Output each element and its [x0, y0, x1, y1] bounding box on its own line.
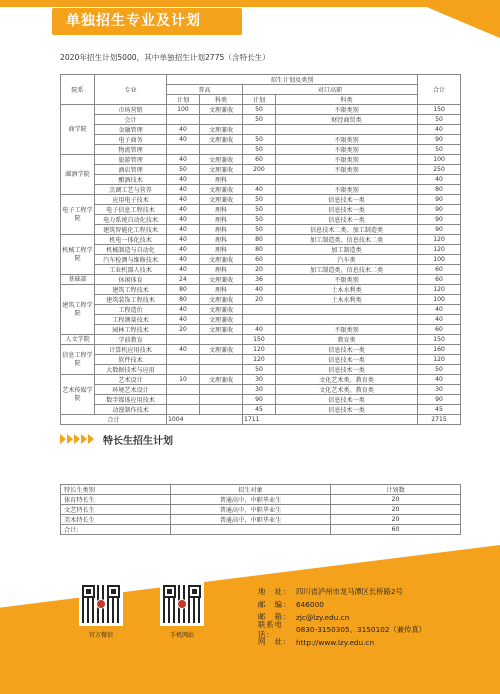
- special-cell-count: 60: [331, 525, 461, 535]
- cell-general-subject: 文理兼收: [200, 255, 243, 265]
- cell-major: 建筑装饰工程技术: [95, 295, 167, 305]
- cell-total: 90: [418, 205, 461, 215]
- contact-label: 联系电话：: [258, 619, 283, 639]
- contact-info: [258, 586, 426, 649]
- cell-general-plan: 40: [167, 315, 200, 325]
- table-row: [61, 295, 461, 305]
- table-row: [61, 235, 461, 245]
- cell-vocational-plan: 40: [243, 325, 276, 335]
- cell-general-plan: 24: [167, 275, 200, 285]
- special-table-body: [61, 495, 461, 535]
- header-vocational: 对口高职: [243, 85, 418, 95]
- qr-mobile-site[interactable]: [155, 582, 209, 639]
- special-cell-target: [171, 525, 331, 535]
- cell-vocational-plan: 20: [243, 295, 276, 305]
- contact-label: 邮 箱：: [258, 612, 292, 622]
- cell-major: 学前教育: [95, 335, 167, 345]
- cell-vocational-plan: [243, 175, 276, 185]
- cell-vocational-plan: 50: [243, 145, 276, 155]
- cell-general-plan: 40: [167, 205, 200, 215]
- cell-general-plan: [167, 395, 200, 405]
- cell-general-plan: 20: [167, 325, 200, 335]
- cell-general-subject: 理科: [200, 175, 243, 185]
- cell-college: 建筑工程学院: [61, 285, 95, 335]
- cell-general-subject: 理科: [200, 205, 243, 215]
- header-college: 院系: [61, 75, 95, 105]
- special-cell-category: 体育特长生: [61, 495, 171, 505]
- header-major: 专业: [95, 75, 167, 105]
- contact-email[interactable]: zjc@lzy.edu.cn: [296, 612, 350, 622]
- special-cell-category: 美术特长生: [61, 515, 171, 525]
- cell-total: 90: [418, 135, 461, 145]
- cell-vocational-plan: 90: [243, 395, 276, 405]
- table-row: [61, 145, 461, 155]
- table-row: [61, 175, 461, 185]
- cell-vocational-subject: [276, 175, 418, 185]
- cell-vocational-plan: 50: [243, 205, 276, 215]
- cell-general-plan: 80: [167, 295, 200, 305]
- cell-major: 机械制造与自动化: [95, 245, 167, 255]
- cell-major: 数字媒体应用技术: [95, 395, 167, 405]
- cell-general-plan: 40: [167, 255, 200, 265]
- table-row: [61, 365, 461, 375]
- header-total: 合计: [418, 75, 461, 105]
- cell-total: 100: [418, 155, 461, 165]
- cell-major: 工业机器人技术: [95, 265, 167, 275]
- table-row: [61, 195, 461, 205]
- cell-vocational-subject: 加工制造类: [276, 245, 418, 255]
- cell-vocational-subject: 信息技术一类: [276, 345, 418, 355]
- contact-label: 网 址：: [258, 637, 292, 647]
- cell-total: 120: [418, 285, 461, 295]
- cell-major: 软件技术: [95, 355, 167, 365]
- cell-vocational-plan: 30: [243, 385, 276, 395]
- cell-general-subject: 理科: [200, 265, 243, 275]
- cell-vocational-subject: 信息技术一类: [276, 395, 418, 405]
- table-row: [61, 265, 461, 275]
- cell-major: 电子商务: [95, 135, 167, 145]
- table-row: [61, 395, 461, 405]
- cell-major: 机电一体化技术: [95, 235, 167, 245]
- cell-vocational-subject: 加工制造类、信息技术二类: [276, 265, 418, 275]
- cell-vocational-subject: 汽车类: [276, 255, 418, 265]
- cell-general-plan: [167, 335, 200, 345]
- cell-vocational-subject: 不限类别: [276, 165, 418, 175]
- cell-major: 酿酒技术: [95, 175, 167, 185]
- special-cell-target: 普通高中、中职毕业生: [171, 505, 331, 515]
- table-row: [61, 315, 461, 325]
- cell-college: 人文学院: [61, 335, 95, 345]
- cell-total: 250: [418, 165, 461, 175]
- cell-vocational-plan: 120: [243, 355, 276, 365]
- total-vocational: 1711: [243, 415, 418, 425]
- cell-general-subject: [200, 395, 243, 405]
- cell-general-plan: [167, 355, 200, 365]
- cell-total: 90: [418, 395, 461, 405]
- cell-general-subject: 文理兼收: [200, 275, 243, 285]
- table-row: [61, 305, 461, 315]
- cell-general-subject: 文理兼收: [200, 295, 243, 305]
- cell-vocational-plan: 50: [243, 105, 276, 115]
- table-row: [61, 105, 461, 115]
- cell-general-subject: 理科: [200, 225, 243, 235]
- cell-vocational-plan: 50: [243, 225, 276, 235]
- cell-general-subject: 文理兼收: [200, 195, 243, 205]
- cell-college: 邮酒学院: [61, 155, 95, 195]
- table-row: [61, 125, 461, 135]
- cell-total: 40: [418, 125, 461, 135]
- cell-general-plan: 40: [167, 345, 200, 355]
- special-header-target: 招生对象: [171, 485, 331, 495]
- cell-total: 60: [418, 265, 461, 275]
- cell-vocational-subject: 财经商贸类: [276, 115, 418, 125]
- table-row: [61, 185, 461, 195]
- cell-total: 40: [418, 315, 461, 325]
- special-cell-count: 20: [331, 515, 461, 525]
- cell-general-subject: 理科: [200, 215, 243, 225]
- cell-major: 大数据技术与应用: [95, 365, 167, 375]
- cell-major: 汽车检测与维修技术: [95, 255, 167, 265]
- table-row: [61, 135, 461, 145]
- table-row: [61, 375, 461, 385]
- cell-general-plan: 40: [167, 125, 200, 135]
- cell-general-plan: 40: [167, 235, 200, 245]
- cell-college: 基础部: [61, 275, 95, 285]
- cell-total: 50: [418, 145, 461, 155]
- qr-code-icon: [163, 585, 201, 623]
- cell-major: 动漫制作技术: [95, 405, 167, 415]
- cell-total: 40: [418, 375, 461, 385]
- cell-vocational-subject: 不限类别: [276, 275, 418, 285]
- cell-major: 电子信息工程技术: [95, 205, 167, 215]
- cell-major: 建筑工程技术: [95, 285, 167, 295]
- header-plan: 计划: [167, 95, 200, 105]
- cell-vocational-subject: 不限类别: [276, 105, 418, 115]
- cell-vocational-plan: 45: [243, 405, 276, 415]
- cell-vocational-plan: 200: [243, 165, 276, 175]
- cell-general-plan: 40: [167, 185, 200, 195]
- cell-general-subject: 文理兼收: [200, 325, 243, 335]
- cell-vocational-subject: [276, 305, 418, 315]
- table-row: [61, 245, 461, 255]
- cell-college: 电子工程学院: [61, 195, 95, 235]
- cell-major: 园林工程技术: [95, 325, 167, 335]
- cell-general-subject: [200, 335, 243, 345]
- cell-vocational-subject: 文化艺术类、教育类: [276, 385, 418, 395]
- cell-major: 酒店管理: [95, 165, 167, 175]
- table-row: [61, 205, 461, 215]
- cell-major: 金融管理: [95, 125, 167, 135]
- cell-vocational-subject: 信息技术一类: [276, 405, 418, 415]
- total-sum: 2715: [418, 415, 461, 425]
- cell-major: 工程造价: [95, 305, 167, 315]
- cell-vocational-subject: 土木水利类: [276, 285, 418, 295]
- cell-vocational-plan: 50: [243, 365, 276, 375]
- table-row: [61, 525, 461, 535]
- contact-label: 地 址：: [258, 587, 292, 597]
- cell-general-subject: 文理兼收: [200, 315, 243, 325]
- cell-general-plan: [167, 115, 200, 125]
- cell-college: 机械工程学院: [61, 235, 95, 275]
- table-row-total: [61, 415, 461, 425]
- special-cell-category: 合计:: [61, 525, 171, 535]
- special-cell-target: 普通高中、中职毕业生: [171, 515, 331, 525]
- chevron-right-icon: [60, 434, 95, 444]
- header-subject: 科类: [276, 95, 418, 105]
- header-plan: 计划: [243, 95, 276, 105]
- cell-total: 40: [418, 305, 461, 315]
- cell-general-subject: 文理兼收: [200, 155, 243, 165]
- special-plan-table: [60, 484, 461, 535]
- cell-general-plan: 40: [167, 155, 200, 165]
- cell-total: 150: [418, 105, 461, 115]
- cell-major: 旅游管理: [95, 155, 167, 165]
- cell-total: 160: [418, 345, 461, 355]
- table-row: [61, 155, 461, 165]
- table-row: [61, 255, 461, 265]
- qr-wechat-label: 官方微信: [88, 632, 113, 639]
- cell-college: 商学院: [61, 105, 95, 155]
- cell-vocational-subject: 信息技术一类: [276, 195, 418, 205]
- cell-general-plan: 40: [167, 305, 200, 315]
- cell-general-plan: 80: [167, 285, 200, 295]
- qr-wechat[interactable]: [74, 582, 128, 639]
- cell-vocational-subject: 信息技术一类: [276, 355, 418, 365]
- intro-text: 2020年招生计划5000，其中单独招生计划2775（含特长生）: [60, 53, 270, 62]
- special-cell-count: 20: [331, 495, 461, 505]
- cell-general-plan: 40: [167, 195, 200, 205]
- cell-total: 30: [418, 385, 461, 395]
- cell-total: 120: [418, 355, 461, 365]
- cell-vocational-subject: 不限类别: [276, 325, 418, 335]
- cell-general-plan: 50: [167, 165, 200, 175]
- table-row: [61, 515, 461, 525]
- special-header-count: 计划数: [331, 485, 461, 495]
- cell-major: 市场营销: [95, 105, 167, 115]
- cell-general-subject: [200, 355, 243, 365]
- cell-general-subject: 文理兼收: [200, 135, 243, 145]
- cell-total: 40: [418, 175, 461, 185]
- cell-total: 80: [418, 185, 461, 195]
- contact-postcode: 646000: [296, 600, 324, 610]
- cell-general-plan: [167, 385, 200, 395]
- cell-total: 50: [418, 115, 461, 125]
- contact-website[interactable]: http://www.lzy.edu.cn: [296, 637, 375, 647]
- total-general: 1004: [167, 415, 243, 425]
- cell-major: 烹调工艺与营养: [95, 185, 167, 195]
- cell-general-subject: 文理兼收: [200, 165, 243, 175]
- cell-vocational-plan: 50: [243, 135, 276, 145]
- cell-general-plan: [167, 365, 200, 375]
- table-row: [61, 505, 461, 515]
- cell-general-plan: 40: [167, 135, 200, 145]
- cell-general-subject: 文理兼收: [200, 185, 243, 195]
- cell-general-subject: 文理兼收: [200, 125, 243, 135]
- cell-vocational-plan: 50: [243, 195, 276, 205]
- table-row: [61, 325, 461, 335]
- cell-vocational-subject: 信息技术二类、加工制造类: [276, 225, 418, 235]
- enrollment-plan-table: [60, 74, 461, 425]
- cell-vocational-plan: 120: [243, 345, 276, 355]
- cell-vocational-plan: 150: [243, 335, 276, 345]
- cell-general-plan: 40: [167, 225, 200, 235]
- cell-vocational-subject: 不限类别: [276, 185, 418, 195]
- cell-vocational-plan: 36: [243, 275, 276, 285]
- cell-total: 60: [418, 275, 461, 285]
- cell-college: 信息工程学院: [61, 345, 95, 375]
- cell-general-plan: 40: [167, 245, 200, 255]
- cell-general-subject: 文理兼收: [200, 305, 243, 315]
- cell-vocational-plan: 80: [243, 245, 276, 255]
- cell-general-plan: 40: [167, 265, 200, 275]
- cell-major: 计算机应用技术: [95, 345, 167, 355]
- cell-vocational-subject: 文化艺术类、教育类: [276, 375, 418, 385]
- cell-vocational-plan: [243, 125, 276, 135]
- table-row: [61, 165, 461, 175]
- table-row: [61, 335, 461, 345]
- cell-general-subject: 理科: [200, 245, 243, 255]
- cell-vocational-subject: 信息技术一类: [276, 365, 418, 375]
- special-section-header: [60, 430, 173, 448]
- cell-general-subject: 文理兼收: [200, 375, 243, 385]
- cell-total: 120: [418, 245, 461, 255]
- cell-vocational-subject: 信息技术一类: [276, 215, 418, 225]
- cell-vocational-subject: 加工制造类、信息技术二类: [276, 235, 418, 245]
- contact-label: 邮 编：: [258, 599, 292, 609]
- special-header-category: 特长生类别: [61, 485, 171, 495]
- total-label: 合计: [61, 415, 167, 425]
- cell-vocational-subject: 教育类: [276, 335, 418, 345]
- cell-major: 艺术设计: [95, 375, 167, 385]
- qr-code-icon: [82, 585, 120, 623]
- table-row: [61, 225, 461, 235]
- table-row: [61, 385, 461, 395]
- cell-vocational-plan: [243, 315, 276, 325]
- cell-general-subject: 理科: [200, 235, 243, 245]
- contact-phone: 0830-3150305、3150102（兼传真）: [296, 624, 426, 634]
- cell-general-subject: 文理兼收: [200, 345, 243, 355]
- cell-major: 会计: [95, 115, 167, 125]
- cell-general-plan: [167, 145, 200, 155]
- table-row: [61, 215, 461, 225]
- cell-total: 90: [418, 195, 461, 205]
- table-row: [61, 275, 461, 285]
- cell-total: 100: [418, 295, 461, 305]
- special-cell-count: 20: [331, 505, 461, 515]
- cell-vocational-subject: [276, 125, 418, 135]
- cell-major: 应用电子技术: [95, 195, 167, 205]
- cell-vocational-subject: 不限类别: [276, 145, 418, 155]
- cell-college: 艺术传媒学院: [61, 375, 95, 415]
- cell-total: 100: [418, 255, 461, 265]
- cell-general-subject: [200, 385, 243, 395]
- cell-total: 120: [418, 235, 461, 245]
- cell-vocational-plan: [243, 305, 276, 315]
- cell-vocational-plan: 60: [243, 155, 276, 165]
- plan-table-body: [61, 105, 461, 425]
- top-corner-decoration: [410, 0, 500, 38]
- page-title: 单独招生专业及计划: [52, 8, 242, 35]
- cell-total: 50: [418, 365, 461, 375]
- cell-major: 环境艺术设计: [95, 385, 167, 395]
- contact-address: 四川省泸州市龙马潭区长桥路2号: [296, 587, 403, 597]
- cell-vocational-plan: 40: [243, 285, 276, 295]
- table-row: [61, 345, 461, 355]
- cell-vocational-subject: [276, 315, 418, 325]
- cell-vocational-subject: 信息技术一类: [276, 205, 418, 215]
- cell-vocational-plan: 40: [243, 185, 276, 195]
- cell-general-subject: 文理兼收: [200, 105, 243, 115]
- cell-vocational-plan: 50: [243, 115, 276, 125]
- table-row: [61, 115, 461, 125]
- cell-major: 休闲体育: [95, 275, 167, 285]
- table-row: [61, 355, 461, 365]
- cell-major: 物流管理: [95, 145, 167, 155]
- cell-major: 电力系统自动化技术: [95, 215, 167, 225]
- table-row: [61, 285, 461, 295]
- cell-general-plan: 100: [167, 105, 200, 115]
- cell-vocational-subject: 不限类别: [276, 135, 418, 145]
- cell-general-subject: 理科: [200, 285, 243, 295]
- cell-total: 90: [418, 215, 461, 225]
- special-section-title: 特长生招生计划: [103, 435, 173, 447]
- cell-vocational-subject: 土木水利类: [276, 295, 418, 305]
- cell-major: 建筑智能化工程技术: [95, 225, 167, 235]
- header-category: 招生计划及类别: [167, 75, 418, 85]
- cell-general-subject: [200, 115, 243, 125]
- cell-general-subject: [200, 365, 243, 375]
- special-cell-category: 文艺特长生: [61, 505, 171, 515]
- cell-total: 45: [418, 405, 461, 415]
- cell-major: 工程测量技术: [95, 315, 167, 325]
- cell-vocational-plan: 60: [243, 255, 276, 265]
- special-cell-target: 普通高中、中职毕业生: [171, 495, 331, 505]
- cell-vocational-plan: 20: [243, 265, 276, 275]
- cell-vocational-plan: 50: [243, 215, 276, 225]
- cell-total: 150: [418, 335, 461, 345]
- cell-vocational-plan: 30: [243, 375, 276, 385]
- table-row: [61, 495, 461, 505]
- cell-general-plan: 10: [167, 375, 200, 385]
- cell-general-subject: [200, 145, 243, 155]
- cell-general-plan: 40: [167, 215, 200, 225]
- cell-vocational-plan: 80: [243, 235, 276, 245]
- table-row: [61, 405, 461, 415]
- cell-vocational-subject: 不限类别: [276, 155, 418, 165]
- cell-general-plan: 40: [167, 175, 200, 185]
- cell-total: 60: [418, 325, 461, 335]
- cell-total: 90: [418, 225, 461, 235]
- qr-mobile-label: 手机网站: [169, 632, 194, 639]
- header-subject: 科类: [200, 95, 243, 105]
- cell-general-plan: [167, 405, 200, 415]
- header-general: 普高: [167, 85, 243, 95]
- cell-general-subject: [200, 405, 243, 415]
